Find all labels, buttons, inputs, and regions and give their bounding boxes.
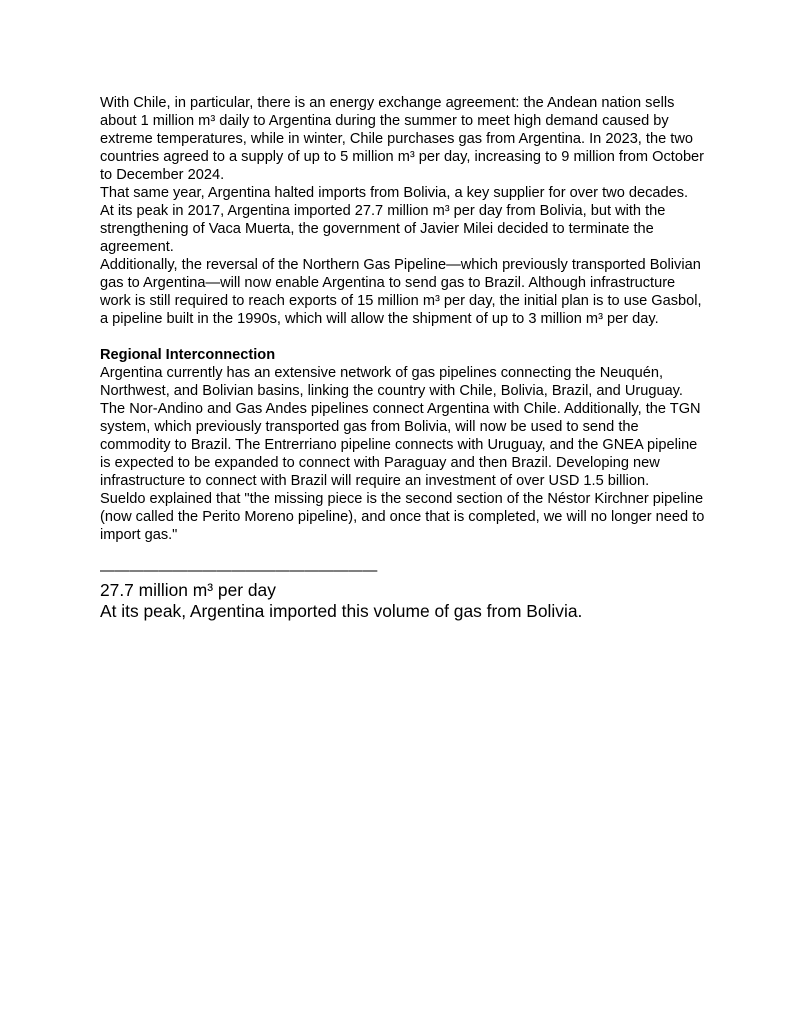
highlight-caption: At its peak, Argentina imported this volume of gas from Bolivia. — [100, 601, 583, 621]
paragraph-sueldo-quote: Sueldo explained that "the missing piece is the second section of the Néstor Kirchner pipeline (now called the Perito Moreno pipeline), and once that is completed, we will no longer need to import gas." — [100, 491, 705, 543]
divider: ——————————————————— — [100, 563, 378, 579]
paragraph-northern-pipeline: Additionally, the reversal of the Northern Gas Pipeline—which previously transported Bolivian gas to Argentina—will now enable Argentina to send gas to Brazil. Although infrastructure work is still required to reach exports of 15 million m³ per day, the initial plan is to use Gasbol, a pipeline built in the 1990s, which will allow the shipment of up to 3 million m³ per day. — [100, 257, 702, 327]
paragraph-chile-exchange: With Chile, in particular, there is an energy exchange agreement: the Andean nation sells about 1 million m³ daily to Argentina during the summer to meet high demand caused by extreme temperatures, while in winter, Chile purchases gas from Argentina. In 2023, the two countries agreed to a supply of up to 5 million m³ per day, increasing to 9 million from October to December 2024. — [100, 95, 705, 183]
paragraph-bolivia-imports: That same year, Argentina halted imports from Bolivia, a key supplier for over two decades. At its peak in 2017, Argentina imported 27.7 million m³ per day from Bolivia, but with the strengthening of Vaca Muerta, the government of Javier Milei decided to terminate the agreement. — [100, 185, 689, 255]
highlight-box — [100, 580, 705, 622]
paragraph-pipeline-connections: The Nor-Andino and Gas Andes pipelines connect Argentina with Chile. Additionally, the TGN system, which previously transported gas from Bolivia, will now be used to send the commodity to Brazil. The Entrerriano pipeline connects with Uruguay, and the GNEA pipeline is expected to be expanded to connect with Paraguay and then Brazil. Developing new infrastructure to connect with Brazil will require an investment of over USD 1.5 billion. — [100, 401, 701, 489]
highlight-value: 27.7 million m³ per day — [100, 580, 276, 600]
article-body — [100, 94, 705, 622]
paragraph-pipeline-network: Argentina currently has an extensive network of gas pipelines connecting the Neuquén, Northwest, and Bolivian basins, linking the country with Chile, Bolivia, Brazil, and Uruguay. — [100, 365, 683, 399]
section-heading: Regional Interconnection — [100, 347, 276, 363]
